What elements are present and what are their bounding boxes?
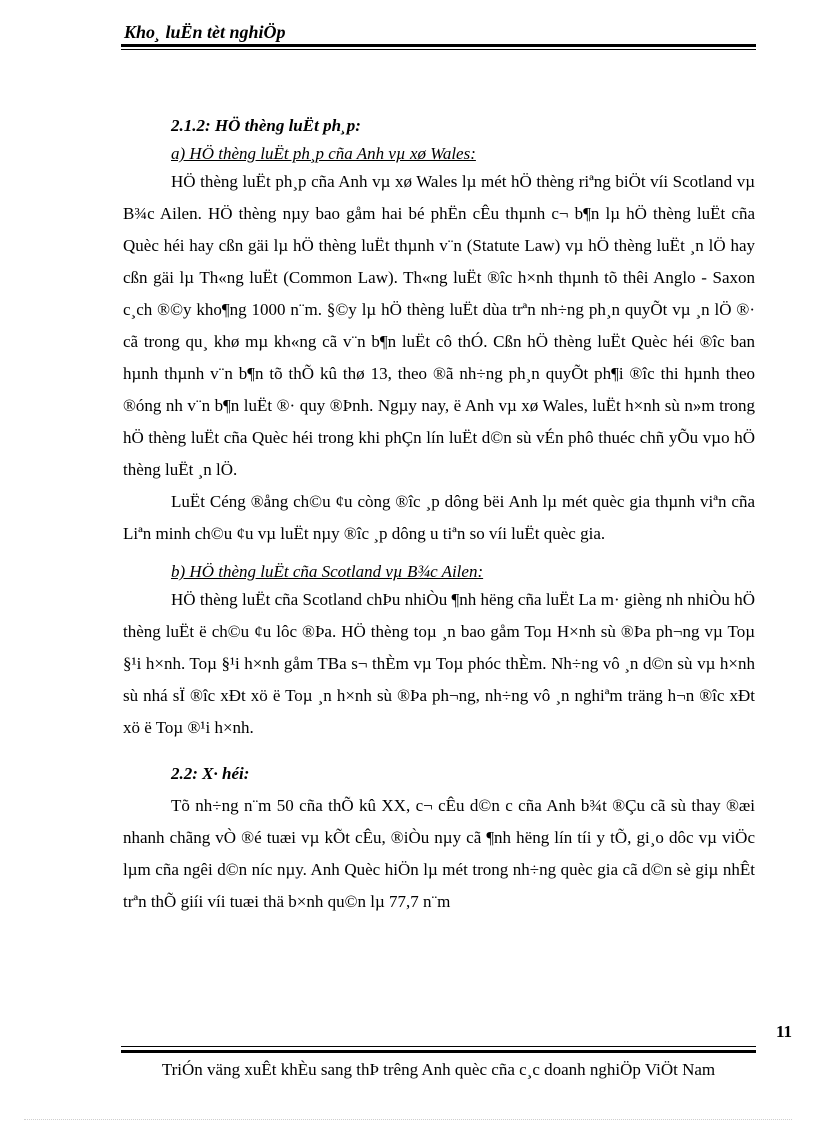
footer-rule-thin — [121, 1046, 756, 1047]
page-header-title: Kho¸ luËn tèt nghiÖp — [124, 22, 286, 42]
subsection-b-title: b) HÖ thèng luËt cña Scotland vµ B¾c Ailen: — [171, 562, 484, 581]
header-rule-thin — [121, 49, 756, 50]
section-heading-2-1-2: 2.1.2: HÖ thèng luËt ph¸p: — [171, 116, 361, 135]
page-body — [123, 116, 755, 918]
footer-rule-thick — [121, 1050, 756, 1053]
paragraph: LuËt Céng ®ång ch©u ¢u còng ®îc ¸p dông bëi Anh lµ mét quèc gia thµnh viªn cña Liªn minh ch©u ¢u vµ luËt nµy ®îc ¸p dông u tiªn so víi luËt quèc gia. — [123, 492, 755, 543]
paragraph: HÖ thèng luËt cña Scotland chÞu nhiÒu ¶nh hëng cña luËt La m· gièng nh nhiÒu hÖ thèng luËt ë ch©u ¢u lôc ®Þa. HÖ thèng toµ ¸n bao gåm Toµ H×nh sù ®Þa ph¬ng vµ Toµ §¹i h×nh. Toµ §¹i h×nh gåm TBa s¬ thÈm vµ Toµ phóc thÈm. Nh÷ng vô ¸n d©n sù vµ h×nh sù nhá sÏ ®îc xÐt xö ë Toµ ¸n h×nh sù ®Þa ph¬ng, nh÷ng vô ¸n nghiªm träng h¬n ®îc xÐt xö ë Toµ ®¹i h×nh. — [123, 590, 755, 737]
subsection-a-title: a) HÖ thèng luËt ph¸p cña Anh vµ xø Wales: — [171, 144, 476, 163]
section-heading-2-2: 2.2: X· héi: — [171, 764, 250, 783]
header-rule-thick — [121, 44, 756, 47]
page-edge-dotted-line — [24, 1119, 792, 1120]
page-footer-title: TriÓn väng xuÊt khÈu sang thÞ trêng Anh quèc cña c¸c doanh nghiÖp ViÖt Nam — [161, 1060, 716, 1079]
page-number: 11 — [775, 1022, 792, 1041]
paragraph: Tõ nh÷ng n¨m 50 cña thÕ kû XX, c¬ cÊu d©n c cña Anh b¾t ®Çu cã sù thay ®æi nhanh chãng vÒ ®é tuæi vµ kÕt cÊu, ®iÒu nµy cã ¶nh hëng lín tíi y tÕ, gi¸o dôc vµ viÖc lµm cña ngêi d©n níc nµy. Anh Quèc hiÖn lµ mét trong nh÷ng quèc gia cã d©n sè giµ nhÊt trªn thÕ giíi víi tuæi thä b×nh qu©n lµ 77,7 n¨m — [123, 796, 755, 911]
paragraph: HÖ thèng luËt ph¸p cña Anh vµ xø Wales lµ mét hÖ thèng riªng biÖt víi Scotland vµ B¾c Ailen. HÖ thèng nµy bao gåm hai bé phËn cÊu thµnh c¬ b¶n lµ hÖ thèng luËt cña Quèc héi hay cßn gäi lµ hÖ thèng luËt thµnh v¨n (Statute Law) vµ hÖ thèng luËt ¸n lÖ hay cßn gäi lµ Th«ng luËt (Common Law). Th«ng luËt ®îc h×nh thµnh tõ thêi Anglo - Saxon c¸ch ®©y kho¶ng 1000 n¨m. §©y lµ hÖ thèng luËt dùa trªn nh÷ng ph¸n quyÕt vµ ¸n lÖ ®· cã trong qu¸ khø mµ kh«ng cã v¨n b¶n luËt cô thÓ. Cßn hÖ thèng luËt Quèc héi ®îc ban hµnh thµnh v¨n b¶n tõ thÕ kû thø 13, theo ®ã nh÷ng ph¸n quyÕt ph¶i ®îc thi hµnh theo ®óng nh v¨n b¶n luËt ®· quy ®Þnh. Ngµy nay, ë Anh vµ xø Wales, luËt h×nh sù n»m trong hÖ thèng luËt cña Quèc héi trong khi phÇn lín luËt d©n sù vÉn phô thuéc chñ yÕu vµo hÖ thèng luËt ¸n lÖ. — [123, 172, 755, 479]
